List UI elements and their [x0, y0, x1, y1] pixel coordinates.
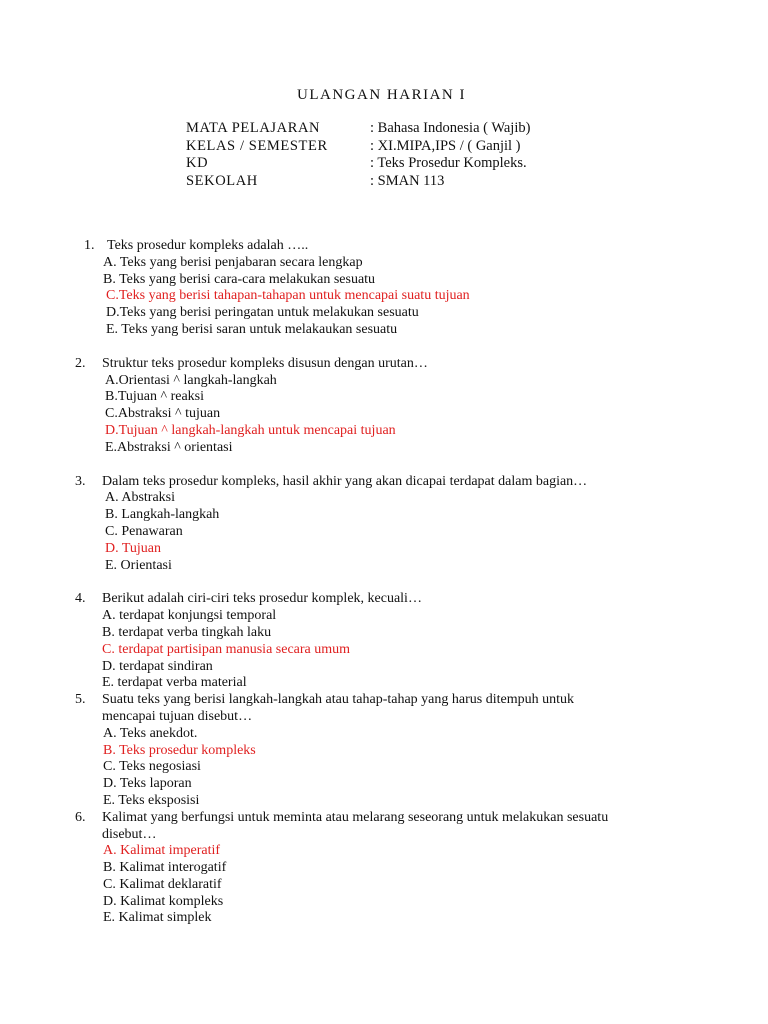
question-line — [0, 810, 768, 827]
meta-row-class — [186, 138, 586, 156]
question-number: 3. — [75, 473, 86, 489]
option-text: A. Teks anekdot. — [103, 725, 198, 741]
question-6 — [0, 810, 768, 928]
question-text: Kalimat yang berfungsi untuk meminta atau melarang seseorang untuk melakukan sesuatu — [102, 809, 609, 825]
option-e — [0, 558, 768, 575]
option-d — [0, 305, 768, 322]
option-text: E. Orientasi — [105, 557, 172, 573]
option-text: D.Teks yang berisi peringatan untuk melakukan sesuatu — [106, 305, 419, 321]
meta-key: SEKOLAH — [186, 172, 258, 189]
option-text: A. Kalimat imperatif — [103, 843, 221, 859]
option-d-correct — [0, 423, 768, 440]
question-1 — [0, 238, 768, 339]
meta-value: : Teks Prosedur Kompleks. — [370, 155, 527, 171]
option-a — [0, 608, 768, 625]
option-text: D. Tujuan — [105, 540, 162, 556]
question-line — [0, 827, 768, 844]
meta-row-kd — [186, 155, 586, 173]
question-number: 1. — [84, 238, 95, 253]
option-text: E. Teks yang berisi saran untuk melakaukan sesuatu — [106, 321, 398, 337]
option-c — [0, 524, 768, 541]
option-c-correct — [0, 642, 768, 659]
question-4 — [0, 591, 768, 692]
option-text: E. terdapat verba material — [102, 675, 247, 691]
option-a — [0, 726, 768, 743]
question-text: Suatu teks yang berisi langkah-langkah atau tahap-tahap yang harus ditempuh untuk — [102, 692, 574, 708]
option-text: B. Teks yang berisi cara-cara melakukan sesuatu — [103, 271, 376, 287]
option-e — [0, 910, 768, 927]
meta-value: : Bahasa Indonesia ( Wajib) — [370, 120, 531, 136]
question-text: Teks prosedur kompleks adalah ….. — [107, 238, 309, 253]
option-c-correct — [0, 288, 768, 305]
option-d — [0, 894, 768, 911]
header-meta — [186, 120, 586, 190]
option-text: B. terdapat verba tingkah laku — [102, 624, 272, 640]
option-a — [0, 255, 768, 272]
document-title: ULANGAN HARIAN I — [297, 87, 466, 103]
option-text: B. Langkah-langkah — [105, 507, 220, 523]
option-text: C.Abstraksi ^ tujuan — [105, 406, 221, 422]
option-b — [0, 860, 768, 877]
option-text: E.Abstraksi ^ orientasi — [105, 439, 233, 455]
option-e — [0, 322, 768, 339]
option-e — [0, 675, 768, 692]
meta-value: : XI.MIPA,IPS / ( Ganjil ) — [370, 137, 521, 154]
question-number: 4. — [75, 591, 86, 607]
option-b-correct — [0, 743, 768, 760]
option-c — [0, 877, 768, 894]
option-text: D. terdapat sindiran — [102, 658, 213, 674]
option-c — [0, 759, 768, 776]
question-line — [0, 238, 768, 255]
option-text: A.Orientasi ^ langkah-langkah — [105, 372, 277, 388]
question-text: Dalam teks prosedur kompleks, hasil akhir yang akan dicapai terdapat dalam bagian… — [102, 473, 588, 489]
question-line — [0, 591, 768, 608]
question-text: Berikut adalah ciri-ciri teks prosedur komplek, kecuali… — [102, 591, 422, 607]
option-b — [0, 507, 768, 524]
option-text: B. Kalimat interogatif — [103, 860, 227, 876]
option-text: C. Penawaran — [105, 523, 183, 539]
question-5 — [0, 692, 768, 810]
meta-key: MATA PELAJARAN — [186, 120, 321, 136]
option-text: D. Kalimat kompleks — [103, 893, 224, 909]
option-text: D. Teks laporan — [103, 776, 192, 792]
meta-row-subject — [186, 120, 586, 138]
option-text: C. Kalimat deklaratif — [103, 876, 222, 892]
option-text: B. Teks prosedur kompleks — [103, 742, 256, 758]
option-text: D.Tujuan ^ langkah-langkah untuk mencapai tujuan — [105, 422, 396, 438]
option-d — [0, 659, 768, 676]
option-e — [0, 440, 768, 457]
option-c — [0, 406, 768, 423]
question-line — [0, 692, 768, 709]
option-text: A. terdapat konjungsi temporal — [102, 608, 277, 624]
option-text: E. Teks eksposisi — [103, 792, 200, 808]
option-text: A. Abstraksi — [105, 490, 175, 506]
option-d-correct — [0, 541, 768, 558]
question-text: Struktur teks prosedur kompleks disusun dengan urutan… — [102, 355, 428, 371]
question-number: 2. — [75, 355, 86, 371]
meta-key: KD — [186, 155, 209, 171]
option-a-correct — [0, 843, 768, 860]
question-3 — [0, 474, 768, 575]
question-text: disebut… — [102, 826, 157, 842]
option-b — [0, 272, 768, 289]
option-a — [0, 373, 768, 390]
meta-row-school — [186, 173, 586, 191]
question-list — [0, 238, 768, 927]
option-d — [0, 776, 768, 793]
question-line — [0, 709, 768, 726]
option-b — [0, 389, 768, 406]
option-text: C. Teks negosiasi — [103, 759, 201, 775]
option-e — [0, 793, 768, 810]
question-2 — [0, 356, 768, 457]
question-text: mencapai tujuan disebut… — [102, 708, 253, 724]
meta-value: : SMAN 113 — [370, 172, 445, 189]
meta-key: KELAS / SEMESTER — [186, 137, 328, 154]
question-number: 6. — [75, 809, 86, 825]
question-line — [0, 356, 768, 373]
option-text: C. terdapat partisipan manusia secara umum — [102, 641, 351, 657]
question-number: 5. — [75, 692, 86, 708]
option-text: B.Tujuan ^ reaksi — [105, 389, 204, 405]
option-text: A. Teks yang berisi penjabaran secara lengkap — [103, 254, 363, 270]
option-b — [0, 625, 768, 642]
question-line — [0, 474, 768, 491]
option-a — [0, 490, 768, 507]
option-text: E. Kalimat simplek — [103, 910, 212, 926]
option-text: C.Teks yang berisi tahapan-tahapan untuk mencapai suatu tujuan — [106, 288, 470, 304]
